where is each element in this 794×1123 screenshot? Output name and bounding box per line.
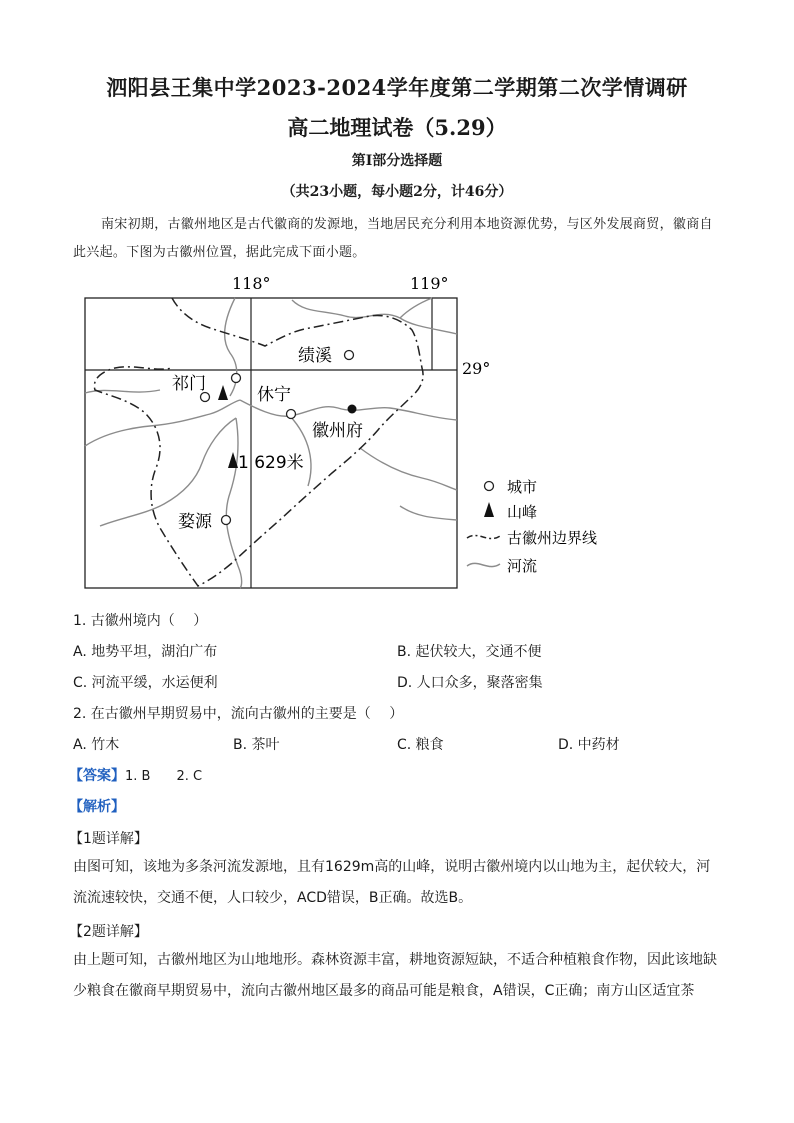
city-marker-jixi: [345, 351, 354, 360]
question-1-option-c: C. 河流平缓，水运便利: [73, 675, 218, 691]
question-1-option-a: A. 地势平坦，湖泊广布: [73, 644, 218, 660]
question-1-option-b: B. 起伏较大，交通不便: [397, 644, 542, 660]
question-2-option-a: A. 竹木: [73, 737, 120, 753]
coord-119: 119°: [410, 274, 449, 293]
answer-line: [69, 765, 202, 785]
city-label-wuyuan: 婺源: [178, 512, 212, 532]
legend-peak-icon: [484, 502, 494, 517]
city-label-huizhoufu: 徽州府: [312, 421, 363, 441]
analysis-q1-text: 由图可知，该地为多条河流发源地，且有1629m高的山峰，说明古徽州境内以山地为主，起伏较大，河流流速较快，交通不便，人口较少，ACD错误，B正确。故选B。: [73, 859, 711, 906]
legend-city-icon: [485, 482, 494, 491]
intro-paragraph: 南宋初期，古徽州地区是古代徽商的发源地，当地居民充分利用本地资源优势，与区外发展商贸，徽商自此兴起。下图为古徽州位置，据此完成下面小题。: [73, 217, 713, 260]
coord-29: 29°: [462, 359, 491, 378]
city-marker-qimen: [232, 374, 241, 383]
analysis-q2-text: 由上题可知，古徽州地区为山地地形。森林资源丰富，耕地资源短缺，不适合种植粮食作物，因此该地缺少粮食在徽商早期贸易中，流向古徽州地区最多的商品可能是粮食，A错误，C正确；南方山区适宜茶: [73, 952, 717, 999]
question-1-stem: 1. 古徽州境内（ ）: [73, 613, 208, 629]
question-2-option-d: D. 中药材: [558, 737, 620, 753]
answer-values: 1. B 2. C: [125, 769, 203, 784]
legend-border-label: 古徽州边界线: [507, 529, 598, 547]
exam-subtitle: 高二地理试卷（5.29）: [287, 115, 507, 140]
city-label-xiuning: 休宁: [257, 385, 291, 405]
analysis-q1-title: 【1题详解】: [69, 831, 148, 847]
legend-border-icon: [467, 535, 500, 538]
huizhou-border: [94, 298, 423, 586]
map-frame: [85, 298, 457, 588]
peak-label-1629: 1 629米: [238, 453, 304, 473]
analysis-q2-title: 【2题详解】: [69, 924, 148, 940]
legend-peak-label: 山峰: [507, 503, 538, 521]
question-2-option-c: C. 粮食: [397, 737, 444, 753]
question-2-stem: 2. 在古徽州早期贸易中，流向古徽州的主要是（ ）: [73, 706, 404, 722]
city-label-jixi: 绩溪: [298, 346, 332, 366]
city-marker-huizhoufu: [348, 405, 357, 414]
city-label-qimen: 祁门: [172, 374, 206, 394]
question-1-option-d: D. 人口众多，聚落密集: [397, 675, 543, 691]
legend-city-label: 城市: [507, 478, 538, 496]
question-2-option-b: B. 茶叶: [233, 737, 280, 753]
analysis-tag: 【解析】: [69, 799, 125, 815]
answer-tag: 【答案】: [69, 768, 125, 784]
legend-river-label: 河流: [507, 557, 538, 575]
city-marker-xiuning: [287, 410, 296, 419]
huizhou-map: [60, 268, 660, 598]
coord-118: 118°: [232, 274, 271, 293]
map-legend: [467, 478, 597, 575]
legend-river-icon: [467, 563, 500, 566]
section-note: （共23小题，每小题2分，计46分）: [281, 184, 513, 200]
rivers: [85, 298, 457, 588]
exam-title: 泗阳县王集中学2023-2024学年度第二学期第二次学情调研: [106, 75, 688, 100]
section-title: 第Ⅰ部分选择题: [351, 153, 443, 169]
city-marker-wuyuan: [222, 516, 231, 525]
peak-marker-qimen: [218, 385, 228, 400]
